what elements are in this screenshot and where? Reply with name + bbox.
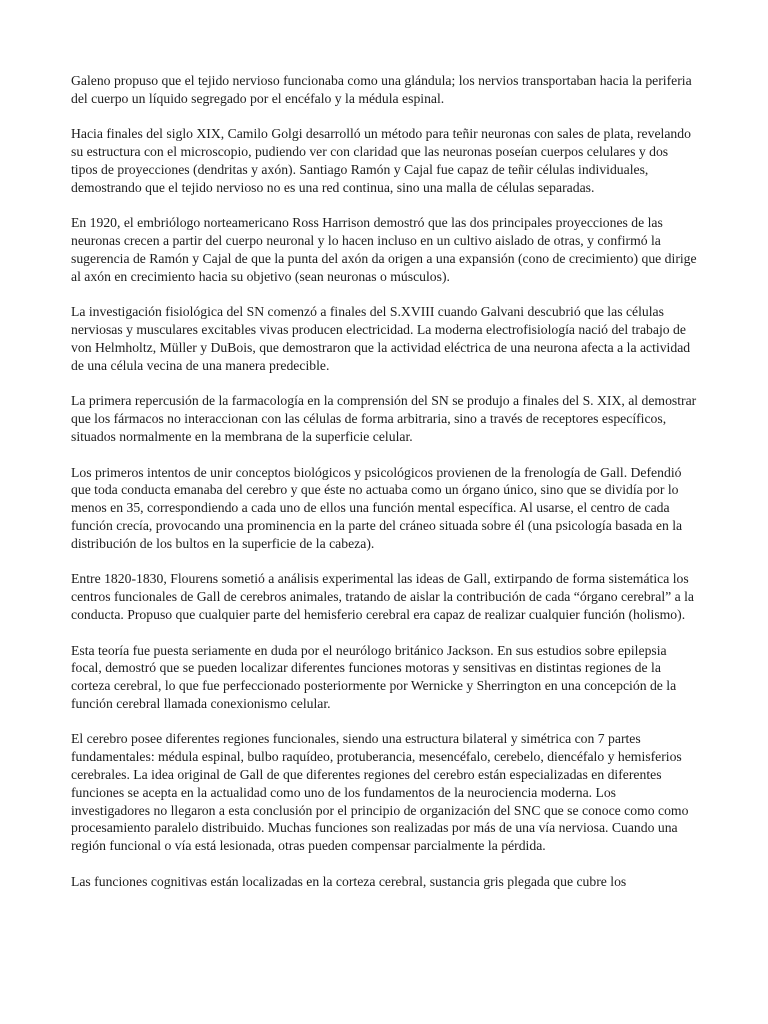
paragraph-frenologia: Los primeros intentos de unir conceptos biológicos y psicológicos provienen de la frenología de Gall. Defendió que toda conducta emanaba del cerebro y que éste no actuaba como un órgano único, sino que se dividía por lo menos en 35, correspondiendo a cada uno de ellos una función mental específica. Al usarse, el centro de cada función crecía, provocando una prominencia en la parte del cráneo situada sobre él (una psicología basada en la distribución de los bultos en la superficie de la cabeza). — [71, 464, 683, 551]
paragraph-galvani: La investigación fisiológica del SN comenzó a finales del S.XVIII cuando Galvani descubrió que las células nerviosas y musculares excitables vivas producen electricidad. La moderna electrofisiología nació del trabajo de von Helmholtz, Müller y DuBois, que demostraron que la actividad eléctrica de una neurona afecta a la actividad de una célula vecina de una manera predecible. — [71, 304, 691, 373]
paragraph-regiones: El cerebro posee diferentes regiones funcionales, siendo una estructura bilateral y simétrica con 7 partes fundamentales: médula espinal, bulbo raquídeo, protuberancia, mesencéfalo, cerebelo, diencéfalo y hemisferios cerebrales. La idea original de Gall de que diferentes regiones del cerebro están especializadas en diferentes funciones se acepta en la actualidad como uno de los fundamentos de la neurociencia moderna. Los investigadores no llegaron a esta conclusión por el principio de organización del SNC que se conoce como como procesamiento paralelo distribuido. Muchas funciones son realizadas por más de una vía nerviosa. Cuando una región funcional o vía está lesionada, otras pueden compensar parcialmente la pérdida. — [71, 731, 689, 854]
paragraph-funciones-cognitivas: Las funciones cognitivas están localizadas en la corteza cerebral, sustancia gris plegada que cubre los — [71, 873, 627, 889]
paragraph-flourens: Entre 1820-1830, Flourens sometió a análisis experimental las ideas de Gall, extirpando de forma sistemática los centros funcionales de Gall de cerebros animales, tratando de aislar la contribución de cada “órgano cerebral” a la conducta. Propuso que cualquier parte del hemisferio cerebral era capaz de realizar cualquier función (holismo). — [71, 571, 694, 622]
paragraph-golgi: Hacia finales del siglo XIX, Camilo Golgi desarrolló un método para teñir neuronas con sales de plata, revelando su estructura con el microscopio, pudiendo ver con claridad que las neuronas poseían cuerpos celulares y dos tipos de proyecciones (dendritas y axón). Santiago Ramón y Cajal fue capaz de teñir células individuales, demostrando que el tejido nervioso no es una red continua, sino una malla de células separadas. — [71, 126, 691, 195]
paragraph-farmacologia: La primera repercusión de la farmacología en la comprensión del SN se produjo a finales del S. XIX, al demostrar que los fármacos no interaccionan con las células de forma arbitraria, sino a través de receptores específicos, situados normalmente en la membrana de la superficie celular. — [71, 393, 697, 444]
paragraph-galeno: Galeno propuso que el tejido nervioso funcionaba como una glándula; los nervios transportaban hacia la periferia del cuerpo un líquido segregado por el encéfalo y la médula espinal. — [71, 73, 692, 106]
document-page — [71, 72, 697, 908]
paragraph-harrison: En 1920, el embriólogo norteamericano Ross Harrison demostró que las dos principales proyecciones de las neuronas crecen a partir del cuerpo neuronal y lo hacen incluso en un cultivo aislado de otras, y confirmó la sugerencia de Ramón y Cajal de que la punta del axón da origen a una expansión (cono de crecimiento) que dirige al axón en crecimiento hacia su objetivo (sean neuronas o músculos). — [71, 215, 697, 284]
paragraph-jackson: Esta teoría fue puesta seriamente en duda por el neurólogo británico Jackson. En sus estudios sobre epilepsia focal, demostró que se pueden localizar diferentes funciones motoras y sensitivas en distintas regiones de la corteza cerebral, lo que fue perfeccionado posteriormente por Wernicke y Sherrington en una concepción de la función cerebral llamada conexionismo celular. — [71, 642, 677, 711]
